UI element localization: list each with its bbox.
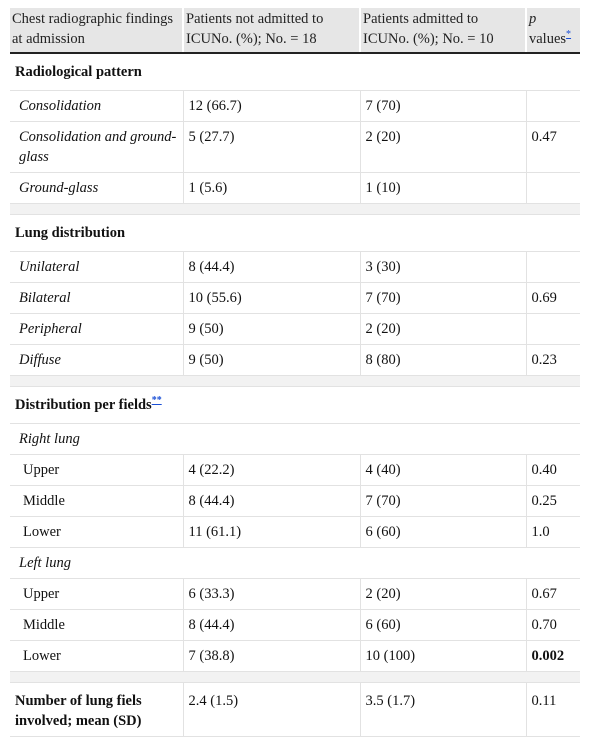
cell-admitted: 7 (70) bbox=[360, 91, 526, 122]
row-label: Middle bbox=[10, 610, 183, 641]
table-row bbox=[10, 314, 580, 345]
header-p-values: p values* bbox=[526, 8, 580, 53]
subheading-row bbox=[10, 548, 580, 579]
row-label: Ground-glass bbox=[10, 173, 183, 204]
cell-admitted: 7 (70) bbox=[360, 486, 526, 517]
cell-admitted: 1 (10) bbox=[360, 173, 526, 204]
cell-admitted: 6 (60) bbox=[360, 610, 526, 641]
cell-p-value: 1.0 bbox=[526, 517, 580, 548]
cell-admitted: 2 (20) bbox=[360, 314, 526, 345]
row-label: Diffuse bbox=[10, 345, 183, 376]
cell-not-admitted: 4 (22.2) bbox=[183, 455, 360, 486]
table-row bbox=[10, 486, 580, 517]
row-label: Bilateral bbox=[10, 283, 183, 314]
subheading-left-lung: Left lung bbox=[10, 548, 580, 579]
table-row bbox=[10, 610, 580, 641]
cell-admitted: 2 (20) bbox=[360, 579, 526, 610]
cell-not-admitted: 5 (27.7) bbox=[183, 122, 360, 173]
cell-admitted: 4 (40) bbox=[360, 455, 526, 486]
cell-admitted: 3 (30) bbox=[360, 252, 526, 283]
spacer-row bbox=[10, 376, 580, 387]
table-row bbox=[10, 579, 580, 610]
row-label: Unilateral bbox=[10, 252, 183, 283]
row-label: Consolidation and ground-glass bbox=[10, 122, 183, 173]
cell-p-value: 0.25 bbox=[526, 486, 580, 517]
cell-not-admitted: 2.4 (1.5) bbox=[183, 683, 360, 737]
table-row bbox=[10, 91, 580, 122]
header-findings: Chest radiographic findings at admission bbox=[10, 8, 183, 53]
table-row bbox=[10, 173, 580, 204]
table-row bbox=[10, 252, 580, 283]
section-radiological-pattern: Radiological pattern bbox=[10, 53, 580, 91]
cell-not-admitted: 11 (61.1) bbox=[183, 517, 360, 548]
section-row bbox=[10, 387, 580, 424]
row-label: Lower bbox=[10, 641, 183, 672]
table-row bbox=[10, 345, 580, 376]
cell-not-admitted: 8 (44.4) bbox=[183, 486, 360, 517]
subheading-right-lung: Right lung bbox=[10, 424, 580, 455]
section-number-of-fields: Number of lung fiels involved; mean (SD) bbox=[10, 683, 183, 737]
cell-admitted: 2 (20) bbox=[360, 122, 526, 173]
cell-p-value bbox=[526, 91, 580, 122]
header-row bbox=[10, 8, 580, 53]
cell-not-admitted: 12 (66.7) bbox=[183, 91, 360, 122]
cell-p-value-significant: 0.002 bbox=[526, 641, 580, 672]
header-not-admitted: Patients not admitted to ICUNo. (%); No. = 18 bbox=[183, 8, 360, 53]
cell-admitted: 7 (70) bbox=[360, 283, 526, 314]
cell-not-admitted: 6 (33.3) bbox=[183, 579, 360, 610]
row-label: Middle bbox=[10, 486, 183, 517]
footnote-link-single[interactable]: * bbox=[566, 29, 572, 41]
cell-not-admitted: 8 (44.4) bbox=[183, 610, 360, 641]
cell-not-admitted: 10 (55.6) bbox=[183, 283, 360, 314]
cell-not-admitted: 9 (50) bbox=[183, 314, 360, 345]
cell-admitted: 10 (100) bbox=[360, 641, 526, 672]
cell-p-value bbox=[526, 252, 580, 283]
cell-p-value: 0.47 bbox=[526, 122, 580, 173]
cell-p-value: 0.67 bbox=[526, 579, 580, 610]
section-row bbox=[10, 53, 580, 91]
cell-not-admitted: 9 (50) bbox=[183, 345, 360, 376]
row-label: Upper bbox=[10, 455, 183, 486]
cell-admitted: 8 (80) bbox=[360, 345, 526, 376]
cell-p-value: 0.70 bbox=[526, 610, 580, 641]
section-row bbox=[10, 215, 580, 252]
table-row bbox=[10, 641, 580, 672]
table-row bbox=[10, 283, 580, 314]
row-label: Consolidation bbox=[10, 91, 183, 122]
cell-p-value bbox=[526, 314, 580, 345]
table-row bbox=[10, 517, 580, 548]
row-label: Upper bbox=[10, 579, 183, 610]
cell-p-value bbox=[526, 173, 580, 204]
spacer-row bbox=[10, 672, 580, 683]
cell-p-value: 0.40 bbox=[526, 455, 580, 486]
cell-not-admitted: 7 (38.8) bbox=[183, 641, 360, 672]
cell-admitted: 3.5 (1.7) bbox=[360, 683, 526, 737]
section-distribution-per-fields: Distribution per fields** bbox=[10, 387, 580, 424]
row-label: Peripheral bbox=[10, 314, 183, 345]
cell-not-admitted: 8 (44.4) bbox=[183, 252, 360, 283]
cell-not-admitted: 1 (5.6) bbox=[183, 173, 360, 204]
cell-p-value: 0.11 bbox=[526, 683, 580, 737]
header-admitted: Patients admitted to ICUNo. (%); No. = 10 bbox=[360, 8, 526, 53]
cell-admitted: 6 (60) bbox=[360, 517, 526, 548]
cell-p-value: 0.69 bbox=[526, 283, 580, 314]
row-label: Lower bbox=[10, 517, 183, 548]
findings-table bbox=[10, 8, 580, 737]
cell-p-value: 0.23 bbox=[526, 345, 580, 376]
subheading-row bbox=[10, 424, 580, 455]
table-row bbox=[10, 455, 580, 486]
table-row bbox=[10, 122, 580, 173]
table-row bbox=[10, 683, 580, 737]
spacer-row bbox=[10, 204, 580, 215]
section-lung-distribution: Lung distribution bbox=[10, 215, 580, 252]
footnote-link-double[interactable]: ** bbox=[151, 395, 162, 407]
